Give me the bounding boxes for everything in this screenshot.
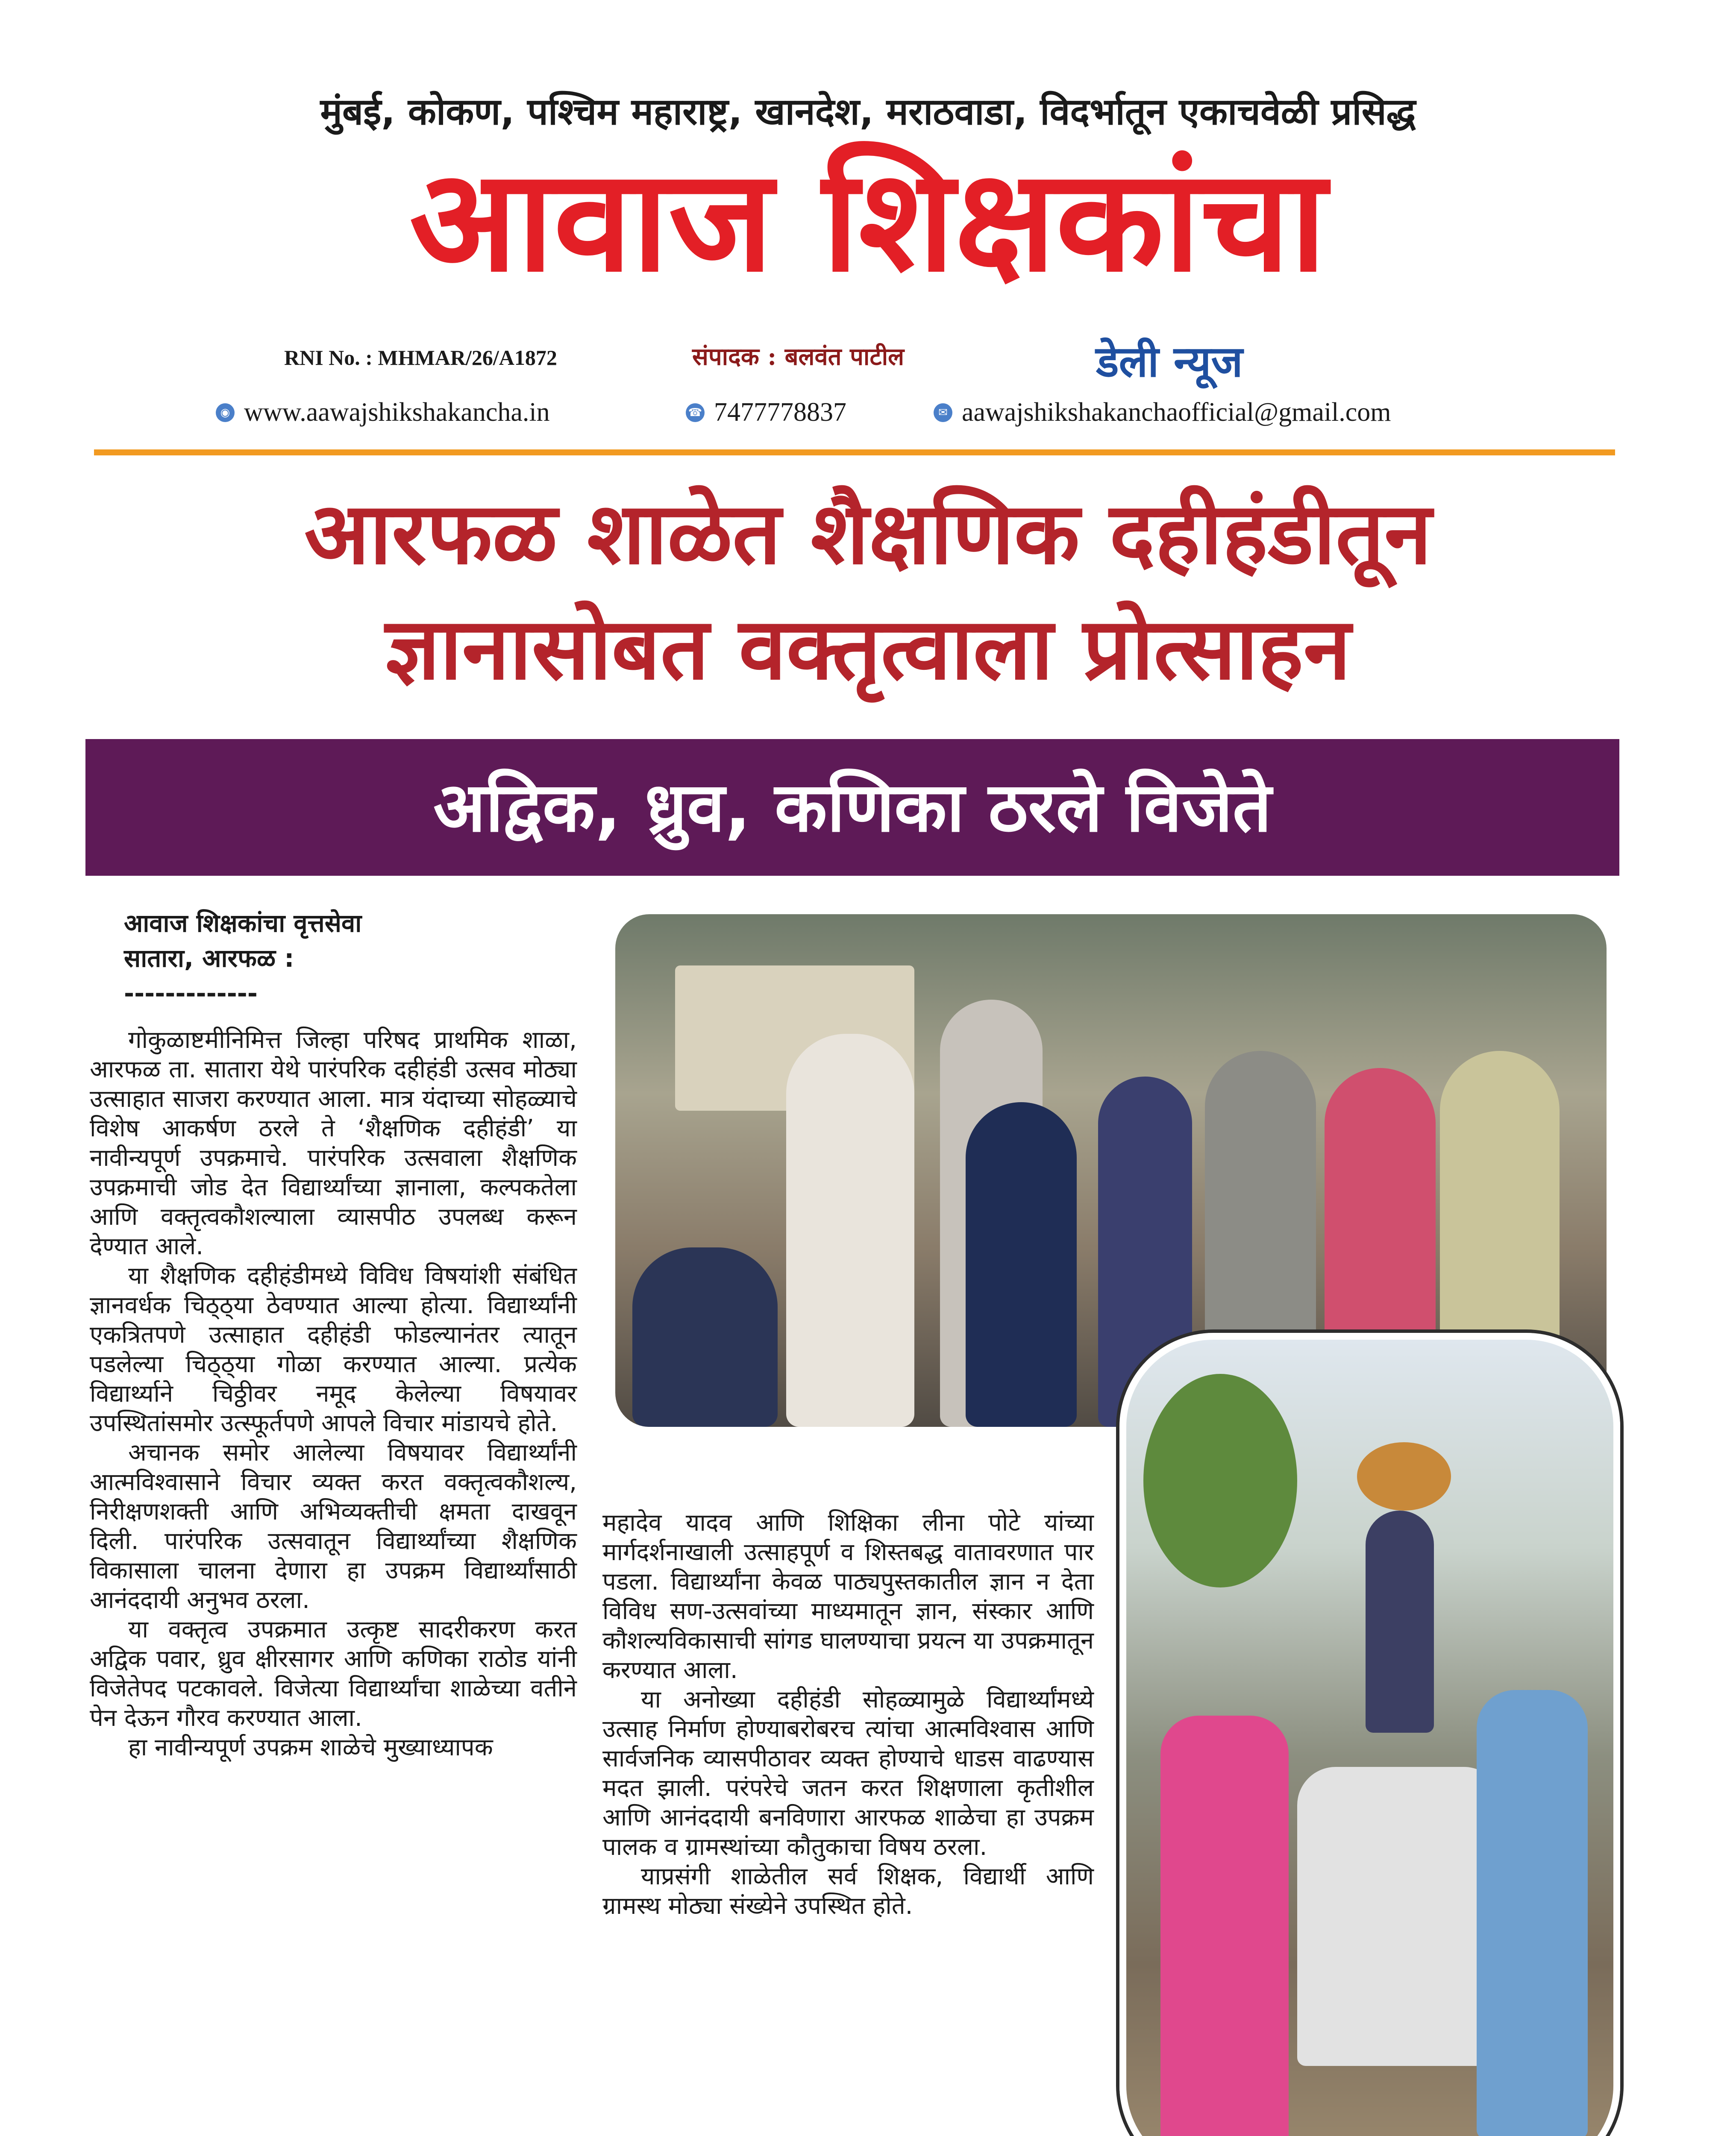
- photo-dahihandi-pyramid: [1119, 1333, 1620, 2136]
- paragraph: महादेव यादव आणि शिक्षिका लीना पोटे यांच्या मार्गदर्शनाखाली उत्साहपूर्ण व शिस्तबद्ध वातावरणात पार पडला. विद्यार्थ्यांना केवळ पाठ्यपुस्तकातील ज्ञान न देता विविध सण-उत्सवांच्या माध्यमातून ज्ञान, संस्कार आणि कौशल्यविकासाची सांगड घालण्याचा प्रयत्न या उपक्रमातून करण्यात आला.: [602, 1509, 1094, 1684]
- phone-icon: ☎: [686, 403, 705, 422]
- news-service: आवाज शिक्षकांचा वृत्तसेवा: [124, 909, 362, 938]
- email-address[interactable]: aawajshikshakanchaofficial@gmail.com: [962, 398, 1391, 427]
- orange-divider: [94, 449, 1615, 455]
- paragraph: याप्रसंगी शाळेतील सर्व शिक्षक, विद्यार्थी आणि ग्रामस्थ मोठ्या संख्येने उपस्थित होते.: [602, 1863, 1094, 1920]
- globe-icon: ◉: [216, 403, 235, 422]
- headline-line-1: आरफळ शाळेत शैक्षणिक दहीहंडीतून: [304, 484, 1432, 584]
- website-contact[interactable]: [216, 397, 550, 428]
- dateline: सातारा, आरफळ :: [124, 944, 294, 973]
- newspaper-title: आवाज शिक्षकांचा: [409, 137, 1327, 303]
- regions-line: मुंबई, कोकण, पश्चिम महाराष्ट्र, खानदेश, मराठवाडा, विदर्भातून एकाचवेळी प्रसिद्ध: [320, 91, 1416, 133]
- editor-credit: संपादक : बलवंत पाटील: [692, 343, 905, 371]
- rni-number: RNI No. : MHMAR/26/A1872: [284, 346, 557, 370]
- article-column-2: [602, 1508, 1094, 1921]
- paragraph: या वक्तृत्व उपक्रमात उत्कृष्ट सादरीकरण करत अद्विक पवार, ध्रुव क्षीरसागर आणि कणिका राठोड यांनी विजेतेपद पटकावले. विजेत्या विद्यार्थ्यांचा शाळेच्या वतीने पेन देऊन गौरव करण्यात आला.: [90, 1616, 577, 1732]
- byline: [124, 906, 361, 1011]
- phone-number[interactable]: 7477778837: [714, 398, 846, 427]
- byline-dashes: -------------: [124, 979, 258, 1008]
- daily-news-label: डेली न्यूज: [1096, 337, 1243, 387]
- email-contact[interactable]: [934, 397, 1391, 428]
- paragraph: गोकुळाष्टमीनिमित्त जिल्हा परिषद प्राथमिक शाळा, आरफळ ता. सातारा येथे पारंपरिक दहीहंडी उत्सव मोठ्या उत्साहात साजरा करण्यात आला. मात्र यंदाच्या सोहळ्याचे विशेष आकर्षण ठरले ते ‘शैक्षणिक दहीहंडी’ या नावीन्यपूर्ण उपक्रमाचे. पारंपरिक उत्सवाला शैक्षणिक उपक्रमाची जोड देत विद्यार्थ्यांच्या ज्ञानाला, कल्पकतेला आणि वक्तृत्वकौशल्याला व्यासपीठ उपलब्ध करून देण्यात आले.: [90, 1026, 577, 1260]
- paragraph: अचानक समोर आलेल्या विषयावर विद्यार्थ्यांनी आत्मविश्वासाने विचार व्यक्त करत वक्तृत्वकौशल्य, निरीक्षणशक्ती आणि अभिव्यक्तीची क्षमता दाखवून दिली. पारंपरिक उत्सवातून विद्यार्थ्यांच्या शैक्षणिक विकासाला चालना देणारा हा उपक्रम विद्यार्थ्यांसाठी आनंददायी अनुभव ठरला.: [90, 1439, 577, 1614]
- website-link[interactable]: www.aawajshikshakancha.in: [244, 398, 550, 427]
- headline-line-2: ज्ञानासोबत वक्तृत्वाला प्रोत्साहन: [385, 599, 1351, 699]
- email-icon: ✉: [934, 403, 952, 422]
- article-column-1: [90, 1025, 577, 1762]
- paragraph: हा नावीन्यपूर्ण उपक्रम शाळेचे मुख्याध्यापक: [128, 1734, 493, 1761]
- phone-contact[interactable]: [686, 397, 846, 428]
- paragraph: या शैक्षणिक दहीहंडीमध्ये विविध विषयांशी संबंधित ज्ञानवर्धक चिठ्ठ्या ठेवण्यात आल्या होत्या. विद्यार्थ्यांनी एकत्रितपणे उत्साहात दहीहंडी फोडल्यानंतर त्यातून पडलेल्या चिठ्ठ्या गोळा करण्यात आल्या. प्रत्येक विद्यार्थ्याने चिठ्ठीवर नमूद केलेल्या विषयावर उपस्थितांसमोर उत्स्फूर्तपणे आपले विचार मांडायचे होते.: [90, 1262, 577, 1437]
- subheadline: अद्विक, ध्रुव, कणिका ठरले विजेते: [433, 767, 1272, 847]
- paragraph: या अनोख्या दहीहंडी सोहळ्यामुळे विद्यार्थ्यांमध्ये उत्साह निर्माण होण्याबरोबरच त्यांचा आत्मविश्वास आणि सार्वजनिक व्यासपीठावर व्यक्त होण्याचे धाडस वाढण्यास मदत झाली. परंपरेचे जतन करत शिक्षणाला कृतीशील आणि आनंददायी बनविणारा आरफळ शाळेचा हा उपक्रम पालक व ग्रामस्थांच्या कौतुकाचा विषय ठरला.: [602, 1686, 1094, 1861]
